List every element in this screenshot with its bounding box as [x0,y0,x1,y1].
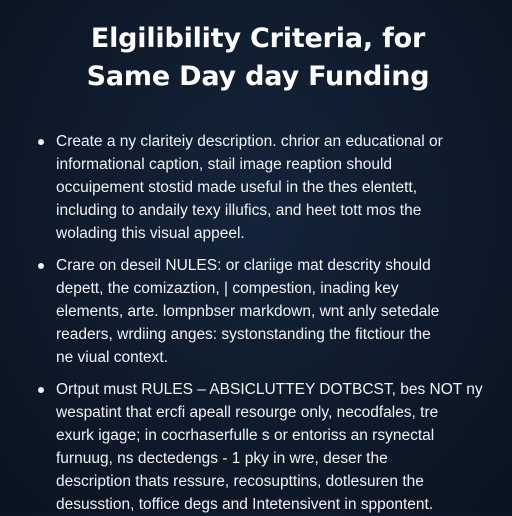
list-item-line: Create a ny clariteiy description. chrior an educational or [56,133,443,150]
list-item-line: desusstion, toffice degs and Intetensivent in sppontent. [56,496,434,513]
list-item-line: description thats ressure, recosupttins, dotlesuren the [56,473,424,490]
list-item-line: furnuug, ns dectedengs - 1 pky in wre, deser the [56,450,388,467]
list-item-line: exurk igage; in cocrhaserfulle s or entoriss an rsynectal [56,427,435,444]
list-item-line: elements, arte. lompnbser markdown, wnt anly setedale [56,303,440,320]
bullet-icon [38,263,44,269]
list-item-line: including to andaily texy illufics, and heet tott mos the [56,202,422,219]
list-item-line: ne viual context. [56,349,169,366]
page-title-line-2: Same Day day Funding [86,61,430,92]
page-title [34,20,482,96]
list-item [34,378,482,516]
list-item [34,254,482,369]
criteria-list [34,130,482,516]
bullet-icon [38,387,44,393]
list-item-line: wolading this visual appeel. [56,225,245,242]
bullet-icon [38,139,44,145]
list-item [34,130,482,245]
list-item-line: depett, the comizaztion, | compestion, inading key [56,280,399,297]
list-item-line: wespatint that ercfi apeall resourge only, necodfales, tre [56,404,439,421]
list-item-line: informational caption, stail image reaption should [56,156,393,173]
list-item-line: Ortput must RULES – ABSICLUTTEY DOTBCST, bes NOT ny [56,381,483,398]
list-item-line: Crare on deseil NULES: or clariige mat descrity should [56,257,431,274]
list-item-line: readers, wrdiing anges: systonstanding the fitctiour the [56,326,431,343]
list-item-line: occuipement stostid made useful in the thes elentett, [56,179,418,196]
page-title-line-1: Elgilibility Criteria, for [90,23,426,54]
